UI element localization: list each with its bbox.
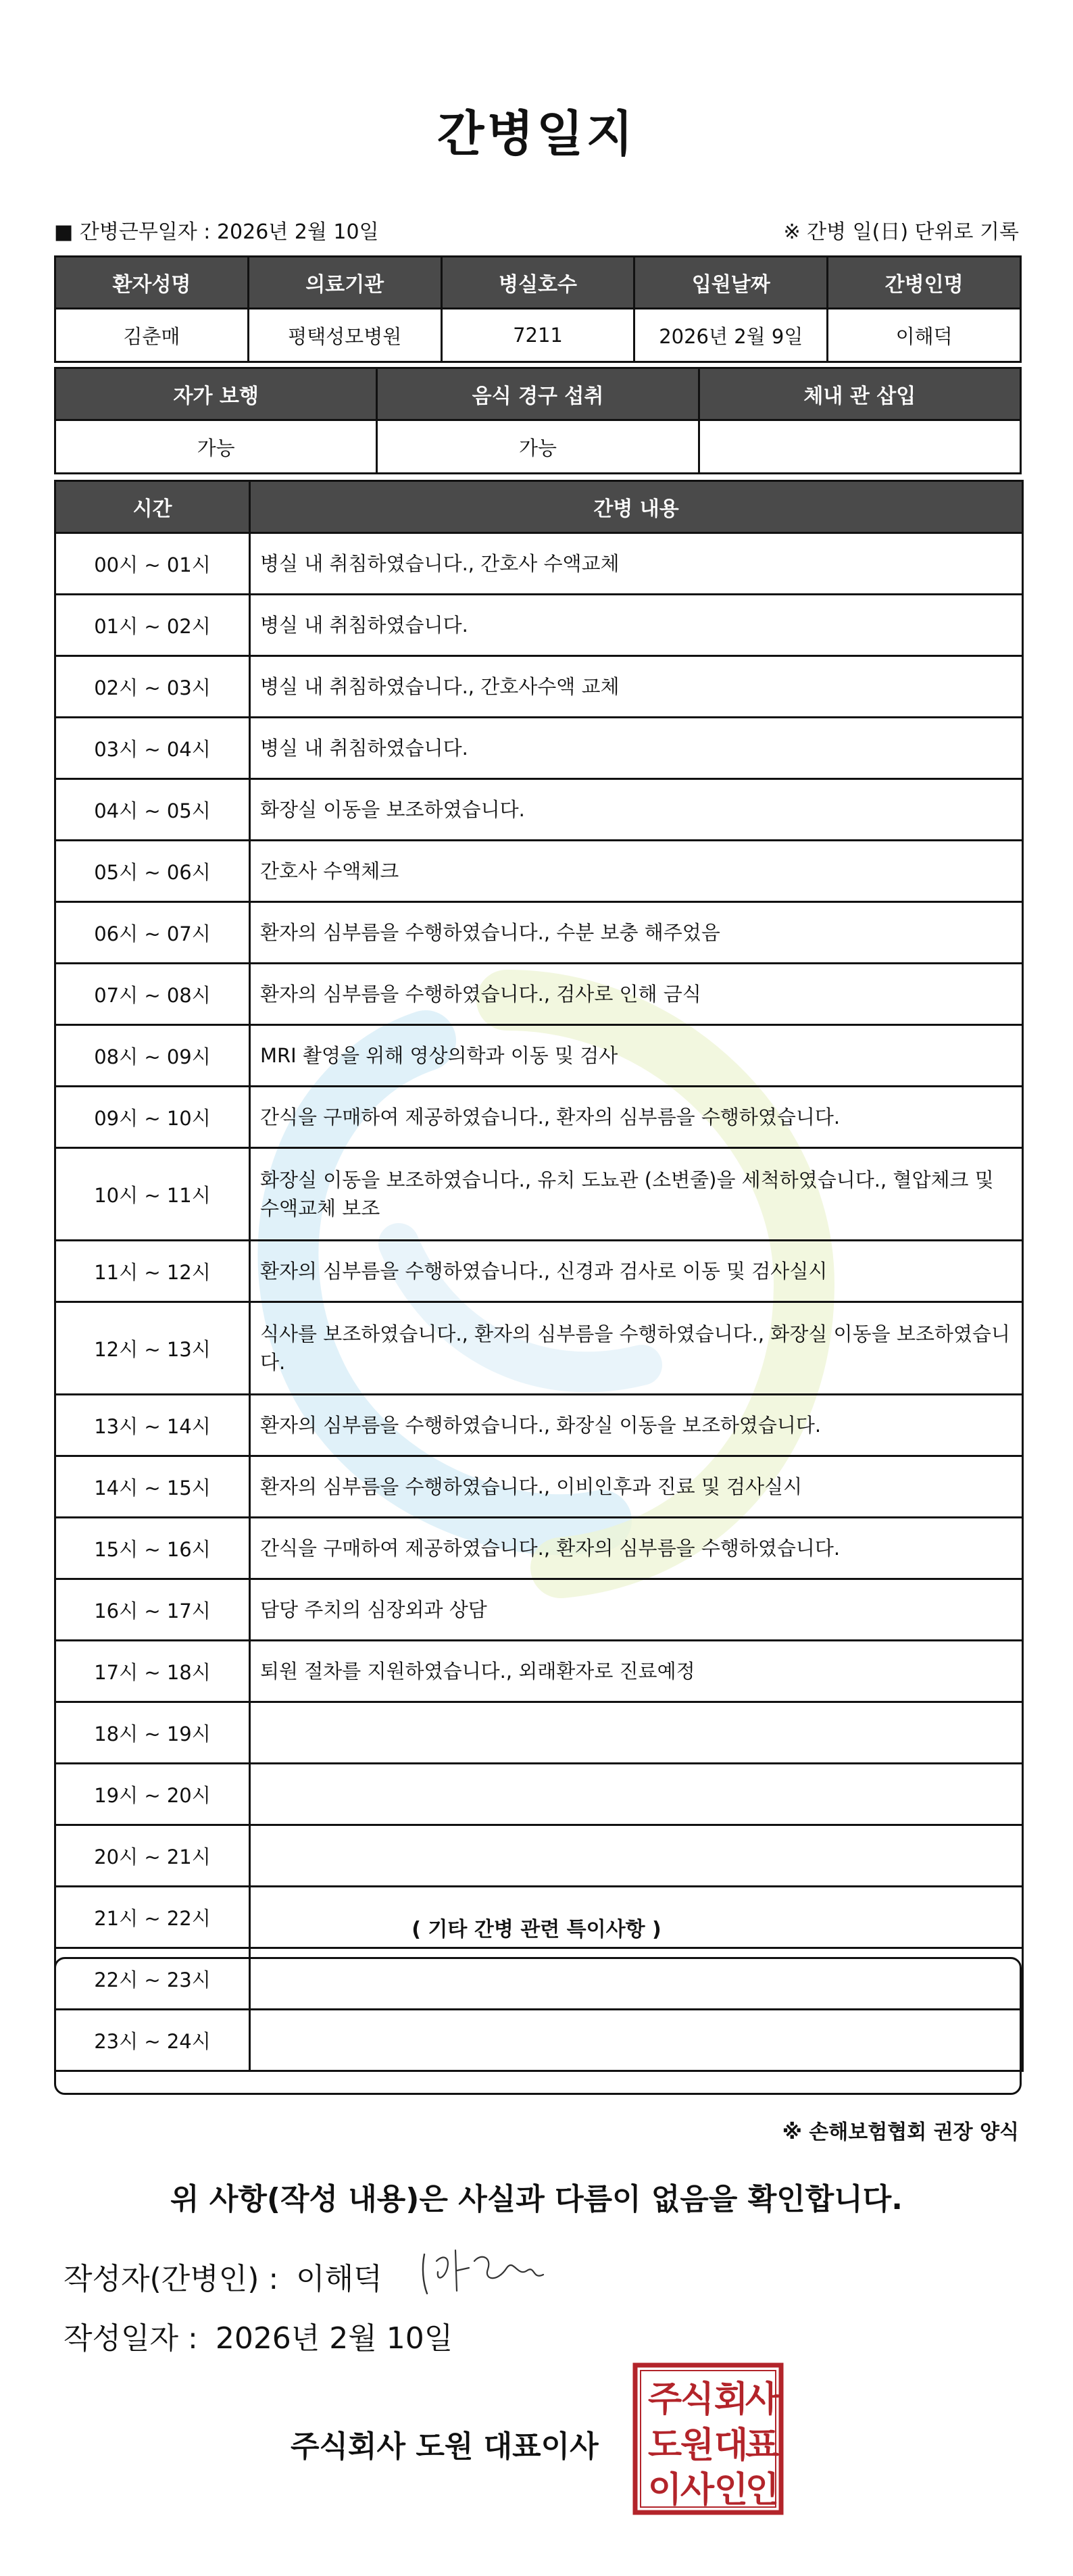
svg-text:사: 사 <box>680 2470 715 2510</box>
content-cell: 환자의 심부름을 수행하였습니다., 신경과 검사로 이동 및 검사실시 <box>250 1241 1023 1302</box>
content-cell: 간식을 구매하여 제공하였습니다., 환자의 심부름을 수행하였습니다. <box>250 1518 1023 1579</box>
walking-value: 가능 <box>55 420 377 474</box>
content-cell <box>250 1702 1023 1764</box>
content-cell: 화장실 이동을 보조하였습니다., 유치 도뇨관 (소변줄)을 세척하였습니다., 혈압체크 및 수액교체 보조 <box>250 1148 1023 1241</box>
time-cell: 20시 ~ 21시 <box>55 1825 250 1887</box>
patient-name: 김춘매 <box>55 309 249 362</box>
content-cell: 식사를 보조하였습니다., 환자의 심부름을 수행하였습니다., 화장실 이동을 보조하였습니다. <box>250 1302 1023 1395</box>
table-row <box>55 1087 1023 1148</box>
handwritten-signature <box>416 2241 551 2302</box>
company-representative: 주식회사 도원 대표이사 <box>291 2429 599 2464</box>
time-cell: 07시 ~ 08시 <box>55 964 250 1025</box>
header-content: 간병 내용 <box>250 481 1023 533</box>
svg-text:표: 표 <box>745 2425 780 2466</box>
content-cell: 환자의 심부름을 수행하였습니다., 검사로 인해 금식 <box>250 964 1023 1025</box>
recommended-form-note: ※ 손해보험협회 권장 양식 <box>782 2121 1019 2144</box>
table-row <box>55 1702 1023 1764</box>
record-unit-note: ※ 간병 일(日) 단위로 기록 <box>783 220 1019 244</box>
table-row <box>55 595 1023 656</box>
svg-text:도: 도 <box>647 2425 682 2466</box>
header-patient-name: 환자성명 <box>55 257 249 309</box>
svg-text:대: 대 <box>714 2425 749 2466</box>
writer-line <box>64 2254 382 2298</box>
time-cell: 09시 ~ 10시 <box>55 1087 250 1148</box>
content-cell <box>250 1825 1023 1887</box>
time-cell: 23시 ~ 24시 <box>55 2010 250 2071</box>
time-cell: 04시 ~ 05시 <box>55 779 250 841</box>
content-cell: 간식을 구매하여 제공하였습니다., 환자의 심부름을 수행하였습니다. <box>250 1087 1023 1148</box>
content-cell: 환자의 심부름을 수행하였습니다., 화장실 이동을 보조하였습니다. <box>250 1395 1023 1456</box>
writer-name: 이해덕 <box>296 2262 382 2296</box>
content-cell: 병실 내 취침하였습니다., 간호사 수액교체 <box>250 533 1023 595</box>
content-cell: 화장실 이동을 보조하였습니다. <box>250 779 1023 841</box>
confirmation-statement: 위 사항(작성 내용)은 사실과 다름이 없음을 확인합니다. <box>170 2182 903 2216</box>
time-cell: 22시 ~ 23시 <box>55 1948 250 2010</box>
header-room: 병실호수 <box>441 257 634 309</box>
date-label: 작성일자 : <box>64 2321 198 2356</box>
time-cell: 14시 ~ 15시 <box>55 1456 250 1518</box>
time-cell: 03시 ~ 04시 <box>55 718 250 779</box>
writer-label: 작성자(간병인) : <box>64 2262 279 2296</box>
svg-text:인: 인 <box>714 2470 749 2510</box>
content-cell: 병실 내 취침하였습니다., 간호사수액 교체 <box>250 656 1023 718</box>
page-title: 간병일지 <box>436 105 637 162</box>
svg-text:사: 사 <box>745 2379 780 2420</box>
content-cell: MRI 촬영을 위해 영상의학과 이동 및 검사 <box>250 1025 1023 1087</box>
header-caregiver: 간병인명 <box>828 257 1021 309</box>
content-cell <box>250 1764 1023 1825</box>
table-row <box>55 1518 1023 1579</box>
time-cell: 13시 ~ 14시 <box>55 1395 250 1456</box>
time-cell: 01시 ~ 02시 <box>55 595 250 656</box>
time-cell: 12시 ~ 13시 <box>55 1302 250 1395</box>
patient-status-table <box>54 367 1022 474</box>
table-row <box>55 718 1023 779</box>
company-seal <box>632 2362 784 2515</box>
content-cell: 담당 주치의 심장외과 상담 <box>250 1579 1023 1641</box>
table-row <box>55 1764 1023 1825</box>
svg-text:원: 원 <box>680 2425 715 2466</box>
date-value: 2026년 2월 10일 <box>215 2321 453 2356</box>
table-row <box>55 1825 1023 1887</box>
svg-text:이: 이 <box>647 2470 682 2510</box>
time-cell: 16시 ~ 17시 <box>55 1579 250 1641</box>
content-cell: 환자의 심부름을 수행하였습니다., 이비인후과 진료 및 검사실시 <box>250 1456 1023 1518</box>
header-walking: 자가 보행 <box>55 368 377 420</box>
header-oral-intake: 음식 경구 섭취 <box>377 368 699 420</box>
time-cell: 19시 ~ 20시 <box>55 1764 250 1825</box>
time-cell: 06시 ~ 07시 <box>55 902 250 964</box>
table-row <box>55 779 1023 841</box>
time-cell: 11시 ~ 12시 <box>55 1241 250 1302</box>
time-cell: 00시 ~ 01시 <box>55 533 250 595</box>
content-cell: 병실 내 취침하였습니다. <box>250 595 1023 656</box>
table-row <box>55 656 1023 718</box>
content-cell: 간호사 수액체크 <box>250 841 1023 902</box>
table-row <box>55 1641 1023 1702</box>
table-row <box>55 1456 1023 1518</box>
tube-value <box>699 420 1020 474</box>
time-cell: 18시 ~ 19시 <box>55 1702 250 1764</box>
header-admission-date: 입원날짜 <box>634 257 828 309</box>
writing-date-line <box>64 2314 453 2357</box>
patient-info-table <box>54 255 1022 363</box>
caregiver-name: 이해덕 <box>828 309 1021 362</box>
header-hospital: 의료기관 <box>248 257 441 309</box>
time-cell: 17시 ~ 18시 <box>55 1641 250 1702</box>
hospital-name: 평택성모병원 <box>248 309 441 362</box>
time-cell: 02시 ~ 03시 <box>55 656 250 718</box>
table-row <box>55 1025 1023 1087</box>
time-cell: 21시 ~ 22시 <box>55 1887 250 1948</box>
svg-text:인: 인 <box>745 2470 780 2510</box>
time-cell: 10시 ~ 11시 <box>55 1148 250 1241</box>
time-cell: 08시 ~ 09시 <box>55 1025 250 1087</box>
header-tube: 체내 관 삽입 <box>699 368 1020 420</box>
table-row <box>55 1302 1023 1395</box>
table-row <box>55 1148 1023 1241</box>
time-cell: 05시 ~ 06시 <box>55 841 250 902</box>
table-row <box>55 841 1023 902</box>
admission-date: 2026년 2월 9일 <box>634 309 828 362</box>
hourly-log-table <box>54 480 1024 2072</box>
special-notes-title: ( 기타 간병 관련 특이사항 ) <box>411 1918 662 1941</box>
table-row <box>55 1395 1023 1456</box>
room-number: 7211 <box>441 309 634 362</box>
content-cell: 환자의 심부름을 수행하였습니다., 수분 보충 해주었음 <box>250 902 1023 964</box>
content-cell: 퇴원 절차를 지원하였습니다., 외래환자로 진료예정 <box>250 1641 1023 1702</box>
oral-intake-value: 가능 <box>377 420 699 474</box>
table-row <box>55 533 1023 595</box>
header-time: 시간 <box>55 481 250 533</box>
svg-text:회: 회 <box>714 2379 749 2420</box>
care-date: ■ 간병근무일자 : 2026년 2월 10일 <box>54 220 379 244</box>
table-row <box>55 1579 1023 1641</box>
special-notes-box <box>54 1957 1022 2095</box>
table-row <box>55 964 1023 1025</box>
svg-text:주: 주 <box>647 2379 682 2420</box>
content-cell: 병실 내 취침하였습니다. <box>250 718 1023 779</box>
table-row <box>55 1241 1023 1302</box>
table-row <box>55 902 1023 964</box>
svg-text:식: 식 <box>680 2379 715 2420</box>
time-cell: 15시 ~ 16시 <box>55 1518 250 1579</box>
